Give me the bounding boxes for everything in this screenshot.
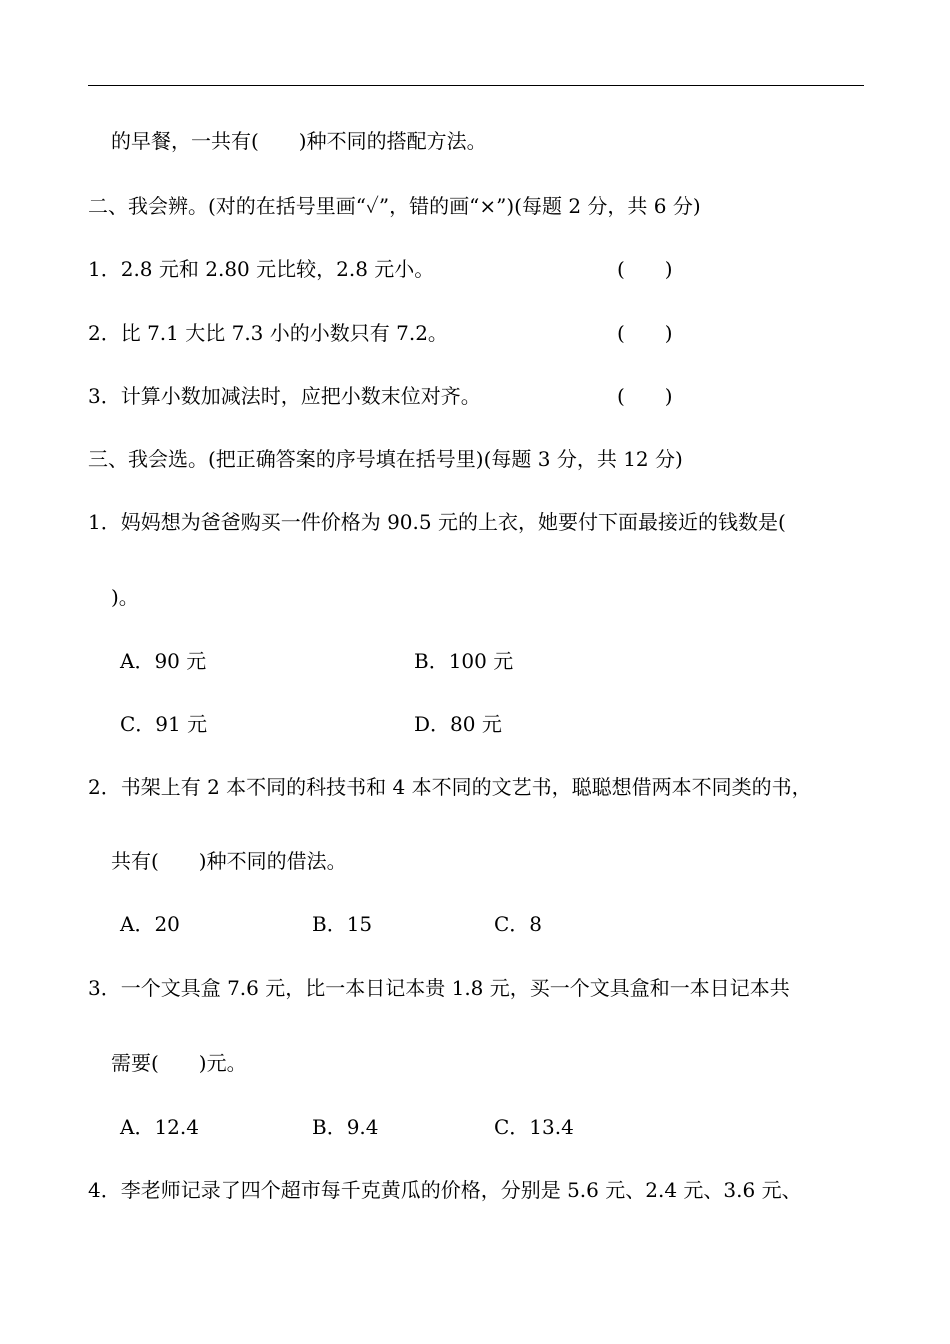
choice-q3-line1: 3．一个文具盒 7.6 元，比一本日记本贵 1.8 元，买一个文具盒和一本日记本共 [88,976,790,1000]
choice-q3-option-a: A．12.4 [120,1115,199,1139]
choice-q1-option-b: B．100 元 [414,649,514,673]
choice-q1-line1: 1．妈妈想为爸爸购买一件价格为 90.5 元的上衣，她要付下面最接近的钱数是( [88,510,786,534]
section-2-heading: 二、我会辨。(对的在括号里画“✓”，错的画“×”)(每题 2 分，共 6 分) [88,194,701,218]
header-rule [88,85,864,86]
judge-item-1-answer-blank[interactable]: ( ) [617,257,673,281]
choice-q2-option-a: A．20 [120,912,180,936]
choice-q4-line1: 4．李老师记录了四个超市每千克黄瓜的价格，分别是 5.6 元、2.4 元、3.6 元、 [88,1178,802,1202]
section-3-heading: 三、我会选。(把正确答案的序号填在括号里)(每题 3 分，共 12 分) [88,447,683,471]
choice-q1-line2: )。 [111,585,139,609]
choice-q3-option-c: C．13.4 [494,1115,574,1139]
judge-item-2-answer-blank[interactable]: ( ) [617,321,673,345]
continued-question-line: 的早餐，一共有( )种不同的搭配方法。 [111,129,487,153]
choice-q1-option-a: A．90 元 [120,649,207,673]
judge-item-3: 3．计算小数加减法时，应把小数末位对齐。 [88,384,481,408]
choice-q1-option-d: D．80 元 [414,712,502,736]
choice-q2-option-c: C．8 [494,912,543,936]
choice-q2-line2: 共有( )种不同的借法。 [111,849,347,873]
choice-q2-line1: 2．书架上有 2 本不同的科技书和 4 本不同的文艺书，聪聪想借两本不同类的书， [88,775,812,799]
choice-q3-option-b: B．9.4 [312,1115,379,1139]
judge-item-1: 1．2.8 元和 2.80 元比较，2.8 元小。 [88,257,435,281]
choice-q2-option-b: B．15 [312,912,373,936]
choice-q1-option-c: C．91 元 [120,712,208,736]
judge-item-3-answer-blank[interactable]: ( ) [617,384,673,408]
judge-item-2: 2．比 7.1 大比 7.3 小的小数只有 7.2。 [88,321,448,345]
choice-q3-line2: 需要( )元。 [111,1051,247,1075]
